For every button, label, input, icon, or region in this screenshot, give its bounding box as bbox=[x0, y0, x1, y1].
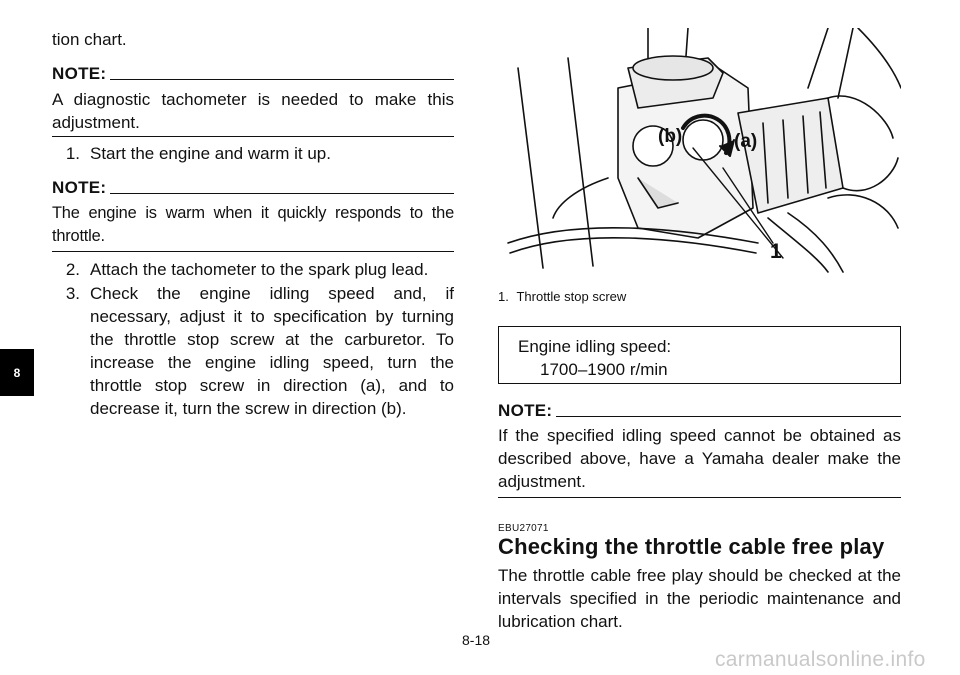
chapter-tab-label: 8 bbox=[13, 365, 21, 380]
page-number: 8-18 bbox=[462, 632, 491, 648]
step-2-text: Attach the tachometer to the spark plug lead. bbox=[90, 260, 429, 279]
carburetor-illustration bbox=[498, 28, 901, 273]
figure-label-1: 1 bbox=[770, 240, 782, 263]
step-2 bbox=[52, 258, 454, 281]
note-1-end-rule bbox=[52, 136, 454, 137]
note-1-label: NOTE: bbox=[52, 64, 107, 83]
note-3-rule bbox=[556, 416, 901, 417]
note-2-label: NOTE: bbox=[52, 178, 107, 197]
note-3-label: NOTE: bbox=[498, 401, 553, 420]
section-code: EBU27071 bbox=[498, 523, 549, 534]
note-2-heading bbox=[52, 178, 454, 198]
note-3-heading bbox=[498, 401, 901, 421]
figure-caption bbox=[498, 289, 626, 304]
note-1-rule bbox=[110, 79, 454, 80]
step-3-text: Check the engine idling speed and, if necessary, adjust it to specification by turning the throttle stop screw at the carburetor. To increase the engine idling speed, turn the throttle stop screw in direction (a), and to decrease it, turn the screw in direction (b). bbox=[90, 284, 454, 418]
idle-speed-spec-box bbox=[498, 326, 901, 384]
step-1-text: Start the engine and warm it up. bbox=[90, 144, 331, 163]
note-2-text: The engine is warm when it quickly responds to the throttle. bbox=[52, 204, 454, 245]
step-2-number: 2. bbox=[65, 260, 80, 279]
figure-label-a: (a) bbox=[734, 131, 758, 152]
section-title: Checking the throttle cable free play bbox=[498, 534, 885, 559]
spec-value: 1700–1900 r/min bbox=[540, 360, 668, 379]
note-1-heading bbox=[52, 64, 454, 84]
section-text: The throttle cable free play should be checked at the intervals specified in the periodic maintenance and lubrication chart. bbox=[498, 566, 901, 631]
figure-caption-number: 1. bbox=[498, 289, 509, 304]
chapter-tab bbox=[0, 349, 34, 396]
step-3-number: 3. bbox=[65, 284, 80, 303]
step-1-number: 1. bbox=[65, 144, 80, 163]
note-1-text: A diagnostic tachometer is needed to make this adjustment. bbox=[52, 90, 454, 132]
figure-caption-text: Throttle stop screw bbox=[516, 289, 627, 304]
intro-text: tion chart. bbox=[52, 30, 127, 49]
step-3 bbox=[52, 282, 454, 420]
figure-label-b: (b) bbox=[658, 126, 683, 147]
note-3-end-rule bbox=[498, 497, 901, 498]
watermark: carmanualsonline.info bbox=[715, 648, 926, 671]
note-2-rule bbox=[110, 193, 454, 194]
spec-label: Engine idling speed: bbox=[518, 337, 672, 356]
step-1 bbox=[52, 142, 454, 165]
note-3-text: If the specified idling speed cannot be obtained as described above, have a Yamaha dealer make the adjustment. bbox=[498, 426, 901, 491]
note-2-end-rule bbox=[52, 251, 454, 252]
